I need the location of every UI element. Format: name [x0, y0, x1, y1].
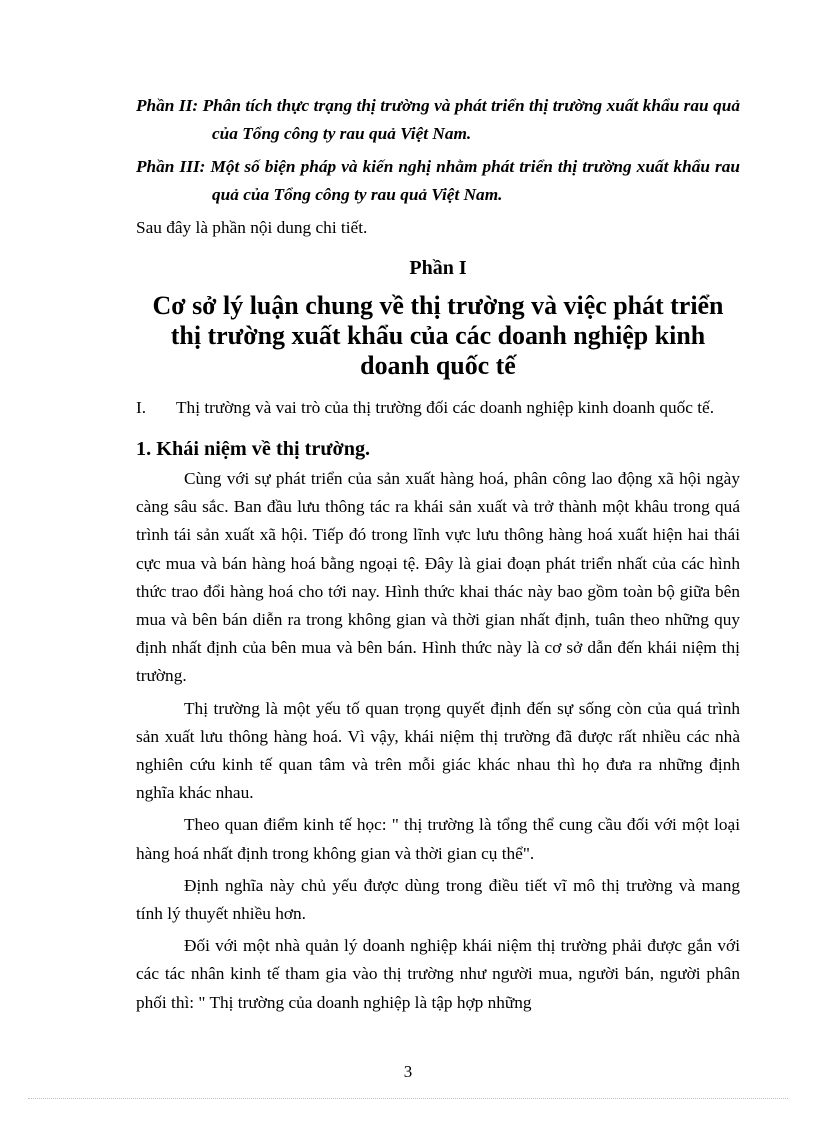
outline-item-text: Phân tích thực trạng thị trường và phát triển thị trường xuất khẩu rau quả của Tổng công ty rau quả Việt Nam. [202, 96, 741, 143]
outline-item-label: Phần III: [136, 157, 206, 176]
outline-item-part-3 [136, 153, 740, 209]
section-title: Thị trường và vai trò của thị trường đối các doanh nghiệp kinh doanh quốc tế. [176, 398, 715, 417]
intro-text: Sau đây là phần nội dung chi tiết. [136, 218, 368, 237]
outline-item-part-2 [136, 92, 740, 148]
section-heading [136, 395, 740, 421]
body-paragraph: Thị trường là một yếu tố quan trọng quyết định đến sự sống còn của quá trình sản xuất lưu thông hàng hoá. Vì vậy, khái niệm thị trường đã được rất nhiều các nhà nghiên cứu kinh tế quan tâm và trên mỗi giác khác nhau thì họ đưa ra những định nghĩa khác nhau. [136, 698, 740, 803]
subsection-heading: 1. Khái niệm về thị trường. [136, 438, 371, 460]
body-paragraph: Theo quan điểm kinh tế học: " thị trường là tổng thể cung cầu đối với một loại hàng hoá nhất định trong không gian và thời gian cụ thể". [136, 815, 740, 863]
part-title: Cơ sở lý luận chung về thị trường và việc phát triển thị trường xuất khẩu của các doanh nghiệp kinh doanh quốc tế [152, 291, 724, 380]
outline-item-label: Phần II: [136, 96, 199, 115]
body-paragraph: Đối với một nhà quản lý doanh nghiệp khái niệm thị trường phải được gắn với các tác nhân kinh tế tham gia vào thị trường như người mua, người bán, người phân phối thì: " Thị trường của doanh nghiệp là tập hợp những [136, 936, 740, 1012]
page-number: 3 [403, 1062, 413, 1081]
body-paragraph: Cùng với sự phát triển của sản xuất hàng hoá, phân công lao động xã hội ngày càng sâu sắc. Ban đầu lưu thông tác ra khái sản xuất và trở thành một khâu trong quá trình tái sản xuất xã hội. Tiếp đó trong lĩnh vực lưu thông hàng hoá xuất hiện hai thái cực mua và bán hàng hoá bằng ngoại tệ. Đây là giai đoạn phát triển nhất của các hình thức trao đổi hàng hoá cho tới nay. Hình thức khai thác này bao gồm toàn bộ giữa bên mua và bên bán diễn ra trong không gian và thời gian nhất định, tuân theo những quy định nhất định của bên mua và bên bán. Hình thức này là cơ sở dẫn đến khái niệm thị trường. [136, 469, 740, 686]
section-number: I. [136, 398, 147, 417]
page-content [136, 92, 740, 1017]
part-heading: Phần I [409, 257, 467, 279]
footer-divider [28, 1098, 788, 1099]
body-paragraph: Định nghĩa này chủ yếu được dùng trong điều tiết vĩ mô thị trường và mang tính lý thuyết nhiều hơn. [136, 875, 740, 924]
outline-item-text: Một số biện pháp và kiến nghị nhằm phát triển thị trường xuất khẩu rau quả của Tổng công ty rau quả Việt Nam. [210, 157, 740, 204]
